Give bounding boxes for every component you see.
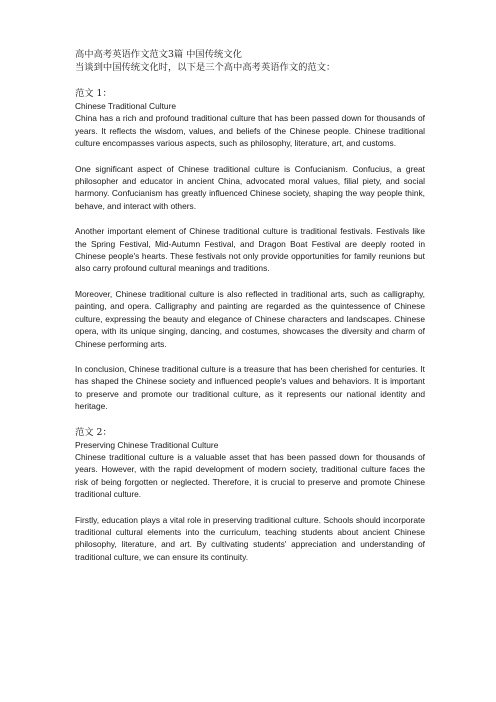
essay-paragraph: Moreover, Chinese traditional culture is also reflected in traditional arts, such as calligraphy, painting, and opera. Calligraphy and painting are regarded as the quintessence of Chinese culture, expressing the beauty and elegance of Chinese characters and landscapes. Chinese opera, with its unique singing, dancing, and costumes, showcases the diversity and charm of Chinese performing arts. — [75, 288, 425, 349]
essay-title: Preserving Chinese Traditional Culture — [75, 439, 219, 450]
document-intro: 当谈到中国传统文化时，以下是三个高中高考英语作文的范文： — [75, 62, 336, 73]
document-page — [75, 48, 425, 563]
essay-2 — [75, 426, 425, 564]
essay-paragraph: Firstly, education plays a vital role in preserving traditional culture. Schools should incorporate traditional cultural elements into the curriculum, teaching students about ancient Chinese philosophy, literature, and art. By cultivating students' appreciation and understanding of traditional culture, we can ensure its continuity. — [75, 514, 425, 562]
essay-paragraph: One significant aspect of Chinese traditional culture is Confucianism. Confucius, a great philosopher and educator in ancient China, advocated moral values, filial piety, and social harmony. Confucianism has greatly influenced Chinese society, shaping the way people think, behave, and interact with others. — [75, 163, 425, 211]
essay-label: 范文 2： — [75, 426, 112, 438]
essay-paragraph: In conclusion, Chinese traditional culture is a treasure that has been cherished for centuries. It has shaped the Chinese society and influenced people's values and behaviors. It is important to preserve and promote our traditional culture, as it represents our national identity and heritage. — [75, 363, 425, 412]
essay-paragraph: Chinese traditional culture is a valuable asset that has been passed down for thousands of years. However, with the rapid development of modern society, traditional culture faces the risk of being forgotten or neglected. Therefore, it is crucial to preserve and promote Chinese traditional culture. — [75, 451, 425, 500]
essay-label: 范文 1： — [75, 88, 112, 99]
essay-paragraph: China has a rich and profound traditional culture that has been passed down for thousands of years. It reflects the wisdom, values, and beliefs of the Chinese people. Chinese traditional culture encompasses various aspects, such as philosophy, literature, art, and customs. — [75, 113, 425, 149]
essay-1 — [75, 87, 425, 413]
essay-paragraph: Another important element of Chinese traditional culture is traditional festivals. Festivals like the Spring Festival, Mid-Autumn Festival, and Dragon Boat Festival are deeply rooted in Chinese people's hearts. These festivals not only provide opportunities for family reunions but also carry profound cultural meanings and traditions. — [75, 226, 425, 274]
essay-title: Chinese Traditional Culture — [75, 101, 177, 111]
document-title: 高中高考英语作文范文3篇 中国传统文化 — [75, 49, 242, 60]
